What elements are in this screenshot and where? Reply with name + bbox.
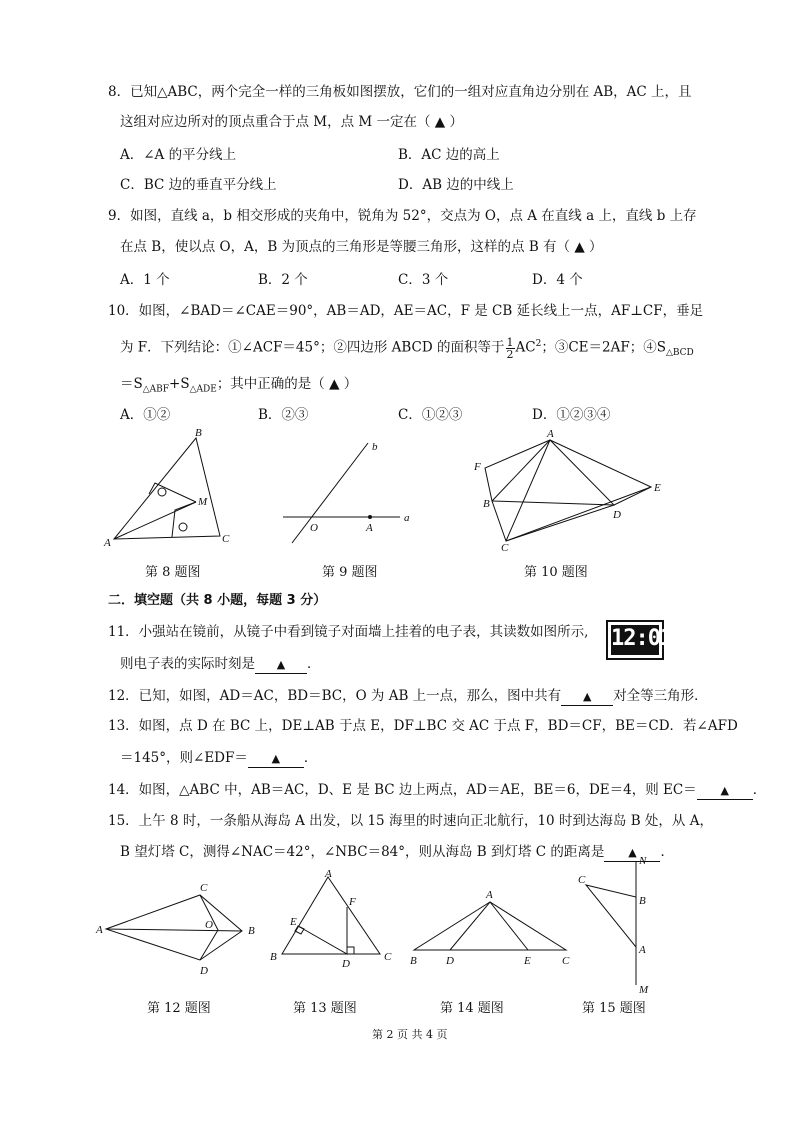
fig8-set-square-1	[149, 483, 196, 502]
q9-option-b: B．2 个	[258, 272, 308, 288]
fig12-caption: 第 12 题图	[147, 1001, 211, 1016]
q11-answer-blank[interactable]: ▲	[255, 657, 307, 674]
q12-stem: 12．已知，如图，AD＝AC，BD＝BC，O 为 AB 上一点，那么，图中共有 ▲ 对全等三角形．	[108, 688, 708, 704]
fig14-label-d: D	[446, 955, 454, 967]
fig12-quadrilateral-acbd	[106, 895, 242, 960]
fig9-line-b	[292, 443, 368, 543]
fig14-segments-ad-ae	[450, 902, 528, 950]
figure-14	[402, 882, 582, 972]
fig9-label-o: O	[310, 522, 318, 534]
q8-stem-line2: 这组对应边所对的顶点重合于点 M，点 M 一定在（ ▲ ）	[120, 114, 463, 130]
figure-10	[468, 425, 668, 555]
fig12-segment-ab	[106, 929, 242, 931]
fig10-label-d: D	[613, 509, 621, 521]
figure-8	[100, 425, 230, 550]
fig8-label-b: B	[195, 427, 202, 439]
fig15-caption: 第 15 题图	[582, 1001, 646, 1016]
fig10-segment-ac	[506, 440, 550, 541]
fig12-label-c: C	[200, 882, 208, 894]
q9-option-d: D．4 个	[532, 272, 583, 288]
fig15-label-c: C	[578, 874, 586, 886]
fig9-label-b: b	[372, 441, 378, 453]
fig13-label-e: E	[290, 916, 297, 928]
fig10-quadrilateral-abcd	[492, 440, 614, 541]
q10-option-d: D．①②③④	[532, 407, 611, 423]
fig9-label-point-a: A	[366, 522, 373, 534]
figure-12	[92, 878, 264, 980]
fig9-point-a	[368, 515, 372, 519]
clock-reading: 12:01	[611, 625, 659, 655]
fig10-segment-de	[614, 487, 651, 505]
q13-stem-line1: 13．如图，点 D 在 BC 上，DE⊥AB 于点 E，DF⊥BC 交 AC 于点 F，BD＝CF，BE＝CD．若∠AFD	[108, 718, 738, 734]
fig14-triangle-abc	[414, 902, 566, 950]
fig15-label-b: B	[639, 895, 646, 907]
fig10-label-b: B	[483, 498, 490, 510]
q10-stem-line2: 为 F．下列结论：①∠ACF＝45°；②四边形 ABCD 的面积等于 $\frac{1}{2}$ $AC^2$；③CE＝2AF；$④S_{\triangle BCD}$	[120, 335, 694, 361]
q13-answer-blank[interactable]: ▲	[248, 751, 304, 768]
fig8-label-c: C	[222, 533, 230, 545]
fig14-label-b: B	[410, 955, 417, 967]
fig14-label-e: E	[524, 955, 531, 967]
fig13-label-a: A	[325, 868, 332, 880]
q8-option-d: D．AB 边的中线上	[398, 177, 514, 193]
fig13-right-angle-d	[347, 947, 354, 954]
q9-stem-line2: 在点 B，使以点 O，A，B 为顶点的三角形是等腰三角形，这样的点 B 有（ ▲ ）	[120, 239, 603, 255]
fig13-label-c: C	[384, 951, 392, 963]
q15-answer-blank[interactable]: ▲	[604, 845, 660, 862]
fig12-label-a: A	[96, 924, 103, 936]
digital-clock-image	[606, 620, 673, 660]
q13-stem-line2: ＝145°，则∠EDF＝ ▲ ．	[120, 750, 318, 766]
q15-stem-line2: B 望灯塔 C，测得∠NAC＝42°，∠NBC＝84°，则从海岛 B 到灯塔 C 的距离是 ▲ ．	[120, 844, 674, 860]
fig10-segments-af-fb	[485, 440, 550, 501]
q11-stem-line2: 则电子表的实际时刻是 ▲ ．	[120, 656, 321, 672]
fig14-label-c: C	[562, 955, 570, 967]
fig9-caption: 第 9 题图	[322, 565, 378, 580]
fig10-segment-bd	[492, 501, 614, 505]
figure-13	[262, 867, 402, 977]
q11-stem-line1: 11．小强站在镜前，从镜子中看到镜子对面墙上挂着的电子表，其读数如图所示,	[108, 624, 589, 640]
q9-option-a: A．1 个	[120, 272, 170, 288]
q15-stem-line1: 15．上午 8 时，一条船从海岛 A 出发，以 15 海里的时速向正北航行，10 时到达海岛 B 处，从 A，	[108, 813, 713, 829]
q10-option-b: B．②③	[258, 407, 309, 423]
fig13-label-d: D	[342, 958, 350, 970]
fig13-label-b: B	[270, 951, 277, 963]
fig14-caption: 第 14 题图	[440, 1001, 504, 1016]
fig15-label-n: N	[639, 855, 647, 867]
q10-option-a: A．①②	[120, 407, 171, 423]
q9-option-c: C．3 个	[398, 272, 449, 288]
fig8-circle-2	[179, 523, 187, 531]
q8-option-c: C．BC 边的垂直平分线上	[120, 177, 277, 193]
fig8-label-a: A	[104, 537, 111, 549]
fig8-circle-1	[158, 488, 166, 496]
fig8-caption: 第 8 题图	[145, 565, 201, 580]
q10-option-c: C．①②③	[398, 407, 463, 423]
fig10-label-e: E	[654, 482, 661, 494]
q14-answer-blank[interactable]: ▲	[697, 783, 753, 800]
q10-stem-line1: 10．如图，∠BAD＝∠CAE＝90°，AB＝AD，AE＝AC，F 是 CB 延长线上一点，AF⊥CF，垂足	[108, 303, 704, 319]
fig12-label-o: O	[205, 919, 213, 931]
fig15-label-a: A	[639, 944, 646, 956]
q12-answer-blank[interactable]: ▲	[561, 689, 613, 706]
fig12-label-d: D	[200, 965, 208, 977]
fig10-label-c: C	[501, 542, 509, 554]
fig14-label-a: A	[486, 889, 493, 901]
q8-option-b: B．AC 边的高上	[398, 147, 500, 163]
figure-9	[280, 435, 420, 550]
fig10-label-f: F	[474, 461, 481, 473]
fraction-one-half: $\frac{1}{2}$	[506, 335, 514, 361]
fig8-segment-am	[114, 502, 196, 539]
fig12-label-b: B	[248, 925, 255, 937]
fig15-label-m: M	[639, 984, 649, 995]
page-footer: 第 2 页 共 4 页	[372, 1028, 448, 1041]
fig15-segments-bc-ca	[586, 885, 636, 947]
fig13-caption: 第 13 题图	[293, 1001, 357, 1016]
section-title: 二．填空题（共 8 小题，每题 3 分）	[108, 593, 327, 608]
fig13-label-f: F	[349, 896, 356, 908]
fig10-label-a: A	[547, 428, 554, 440]
q14-stem: 14．如图，△ABC 中，AB＝AC，D、E 是 BC 边上两点，AD＝AE，BE＝6，DE＝4，则 EC＝ ▲ ．	[108, 782, 767, 798]
fig8-label-m: M	[198, 496, 208, 508]
q9-stem-line1: 9．如图，直线 a，b 相交形成的夹角中，锐角为 52°，交点为 O，点 A 在直线 a 上，直线 b 上存	[108, 208, 697, 224]
fig9-label-line-a: a	[404, 512, 410, 524]
q10-stem-line3: $=S_{\triangle ABF}+S_{\triangle ADE}$；其中正确的是（ ▲ ）	[120, 376, 358, 395]
q8-stem-line1: 8．已知△ABC，两个完全一样的三角板如图摆放，它们的一组对应直角边分别在 AB，AC 上，且	[108, 84, 692, 100]
figure-15	[570, 855, 660, 995]
fig10-caption: 第 10 题图	[524, 565, 588, 580]
q8-option-a: A．∠A 的平分线上	[120, 147, 237, 163]
